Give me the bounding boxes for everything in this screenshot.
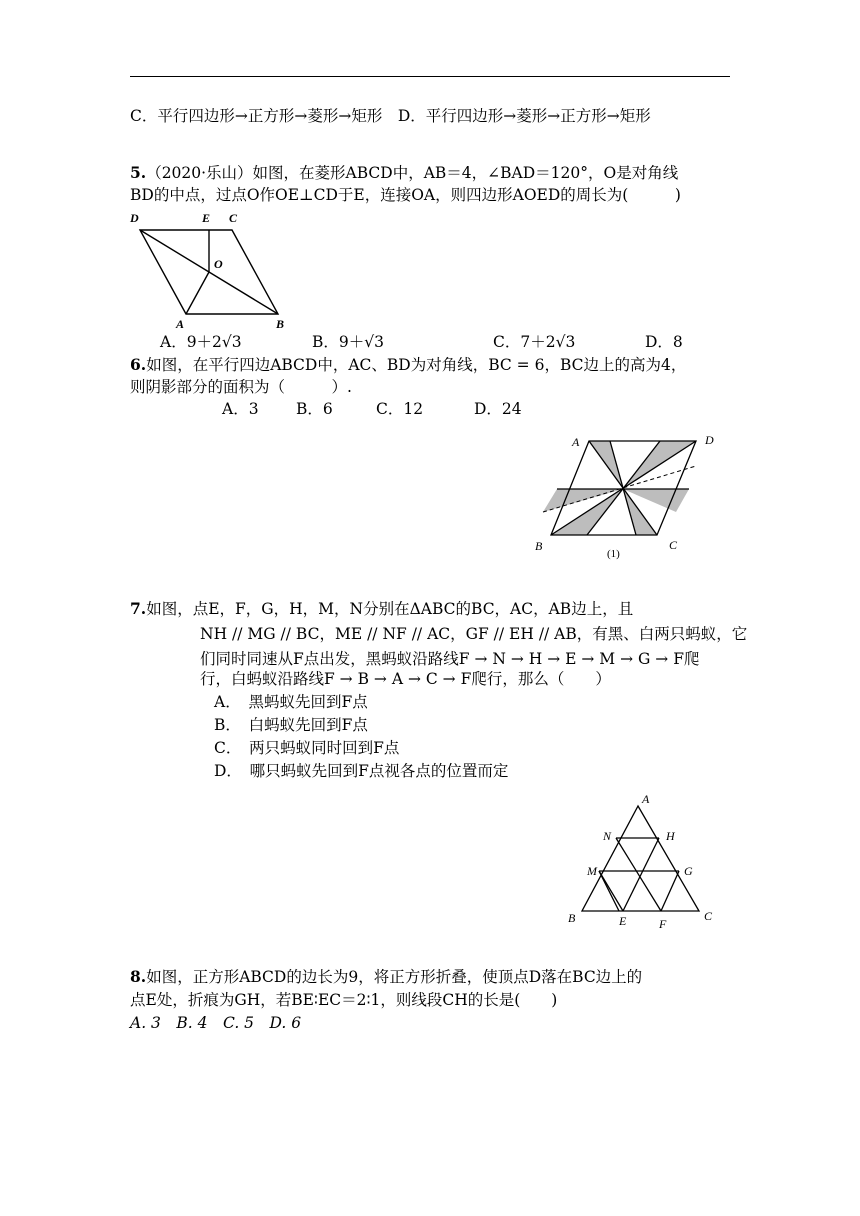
q6-number: 6. — [130, 355, 147, 374]
q7-label-a: A — [642, 792, 650, 806]
q5-option-a: A．9＋2√3 — [160, 333, 242, 351]
q8-options: A. 3 B. 4 C. 5 D. 6 — [130, 1014, 302, 1032]
q6-caption: (1) — [607, 548, 620, 560]
q7-line4: 行，白蚂蚁沿路线F → B → A → C → F爬行，那么（ ） — [200, 670, 611, 688]
q5-label-d: D — [130, 211, 139, 225]
q5-segment-oa — [186, 272, 209, 314]
q6-label-b: B — [535, 539, 543, 553]
q7-label-f: F — [659, 917, 667, 931]
q7-label-b: B — [568, 911, 576, 925]
q6-label-c: C — [669, 538, 678, 552]
q5-figure — [128, 208, 298, 332]
q6-line1 — [130, 354, 686, 376]
q8-line1 — [130, 966, 642, 988]
q7-line2: NH // MG // BC，ME // NF // AC，GF // EH // AB，有黑、白两只蚂蚁，它 — [200, 625, 748, 643]
q7-label-e: E — [619, 914, 627, 928]
q7-option-a: A． 黑蚂蚁先回到F点 — [214, 693, 368, 711]
q5-label-b: B — [276, 317, 285, 331]
q5-option-d: D．8 — [645, 333, 683, 351]
q4-options: C．平行四边形→正方形→菱形→矩形 D．平行四边形→菱形→正方形→矩形 — [130, 107, 651, 125]
q6-option-a: A．3 — [222, 400, 259, 418]
q7-text1: 如图，点E，F，G，H，M，N分别在ΔABC的BC，AC，AB边上，且 — [146, 600, 634, 618]
q7-figure — [560, 792, 720, 932]
q7-number: 7. — [130, 599, 147, 618]
q5-label-o: O — [214, 257, 223, 271]
q8-line2: 点E处，折痕为GH，若BE∶EC＝2∶1，则线段CH的长是( ) — [130, 991, 558, 1009]
q7-option-c: C． 两只蚂蚁同时回到F点 — [214, 739, 400, 757]
q7-line1 — [130, 598, 633, 620]
q7-label-m: M — [587, 864, 597, 878]
q7-triangle-abc — [582, 806, 699, 911]
q6-figure — [530, 430, 720, 565]
q6-label-a: A — [572, 435, 580, 449]
q7-label-g: G — [684, 864, 693, 878]
q7-option-d: D． 哪只蚂蚁先回到F点视各点的位置而定 — [214, 762, 509, 780]
q5-number: 5. — [130, 163, 147, 182]
q5-label-c: C — [229, 211, 238, 225]
q5-line2: BD的中点，过点O作OE⊥CD于E，连接OA，则四边形AOED的周长为( ) — [130, 186, 681, 204]
q8-text1: 如图，正方形ABCD的边长为9，将正方形折叠，使顶点D落在BC边上的 — [146, 968, 643, 986]
q7-line3: 们同时同速从F点出发，黑蚂蚁沿路线F → N → H → E → M → G → F爬 — [200, 650, 700, 668]
q6-option-b: B．6 — [296, 400, 333, 418]
q5-line1 — [130, 162, 678, 184]
q7-label-n: N — [603, 829, 612, 843]
header-rule — [130, 76, 730, 77]
q5-option-b: B．9＋√3 — [312, 333, 384, 351]
q6-line2: 则阴影部分的面积为（ ）. — [130, 378, 352, 396]
q5-options — [160, 331, 683, 353]
q6-options — [222, 398, 522, 420]
q6-label-d: D — [705, 433, 714, 447]
q7-option-b: B． 白蚂蚁先回到F点 — [214, 716, 368, 734]
q5-option-c: C．7＋2√3 — [493, 333, 576, 351]
q7-label-c: C — [704, 909, 713, 923]
q5-text1: （2020·乐山）如图，在菱形ABCD中，AB＝4，∠BAD＝120°，O是对角线 — [146, 164, 679, 182]
q6-option-d: D．24 — [474, 400, 522, 418]
q6-option-c: C．12 — [376, 400, 424, 418]
q6-text1: 如图，在平行四边ABCD中，AC、BD为对角线，BC = 6，BC边上的高为4， — [146, 356, 687, 374]
q5-label-a: A — [176, 317, 185, 331]
q5-label-e: E — [202, 211, 211, 225]
q7-label-h: H — [666, 829, 675, 843]
q8-number: 8. — [130, 967, 147, 986]
